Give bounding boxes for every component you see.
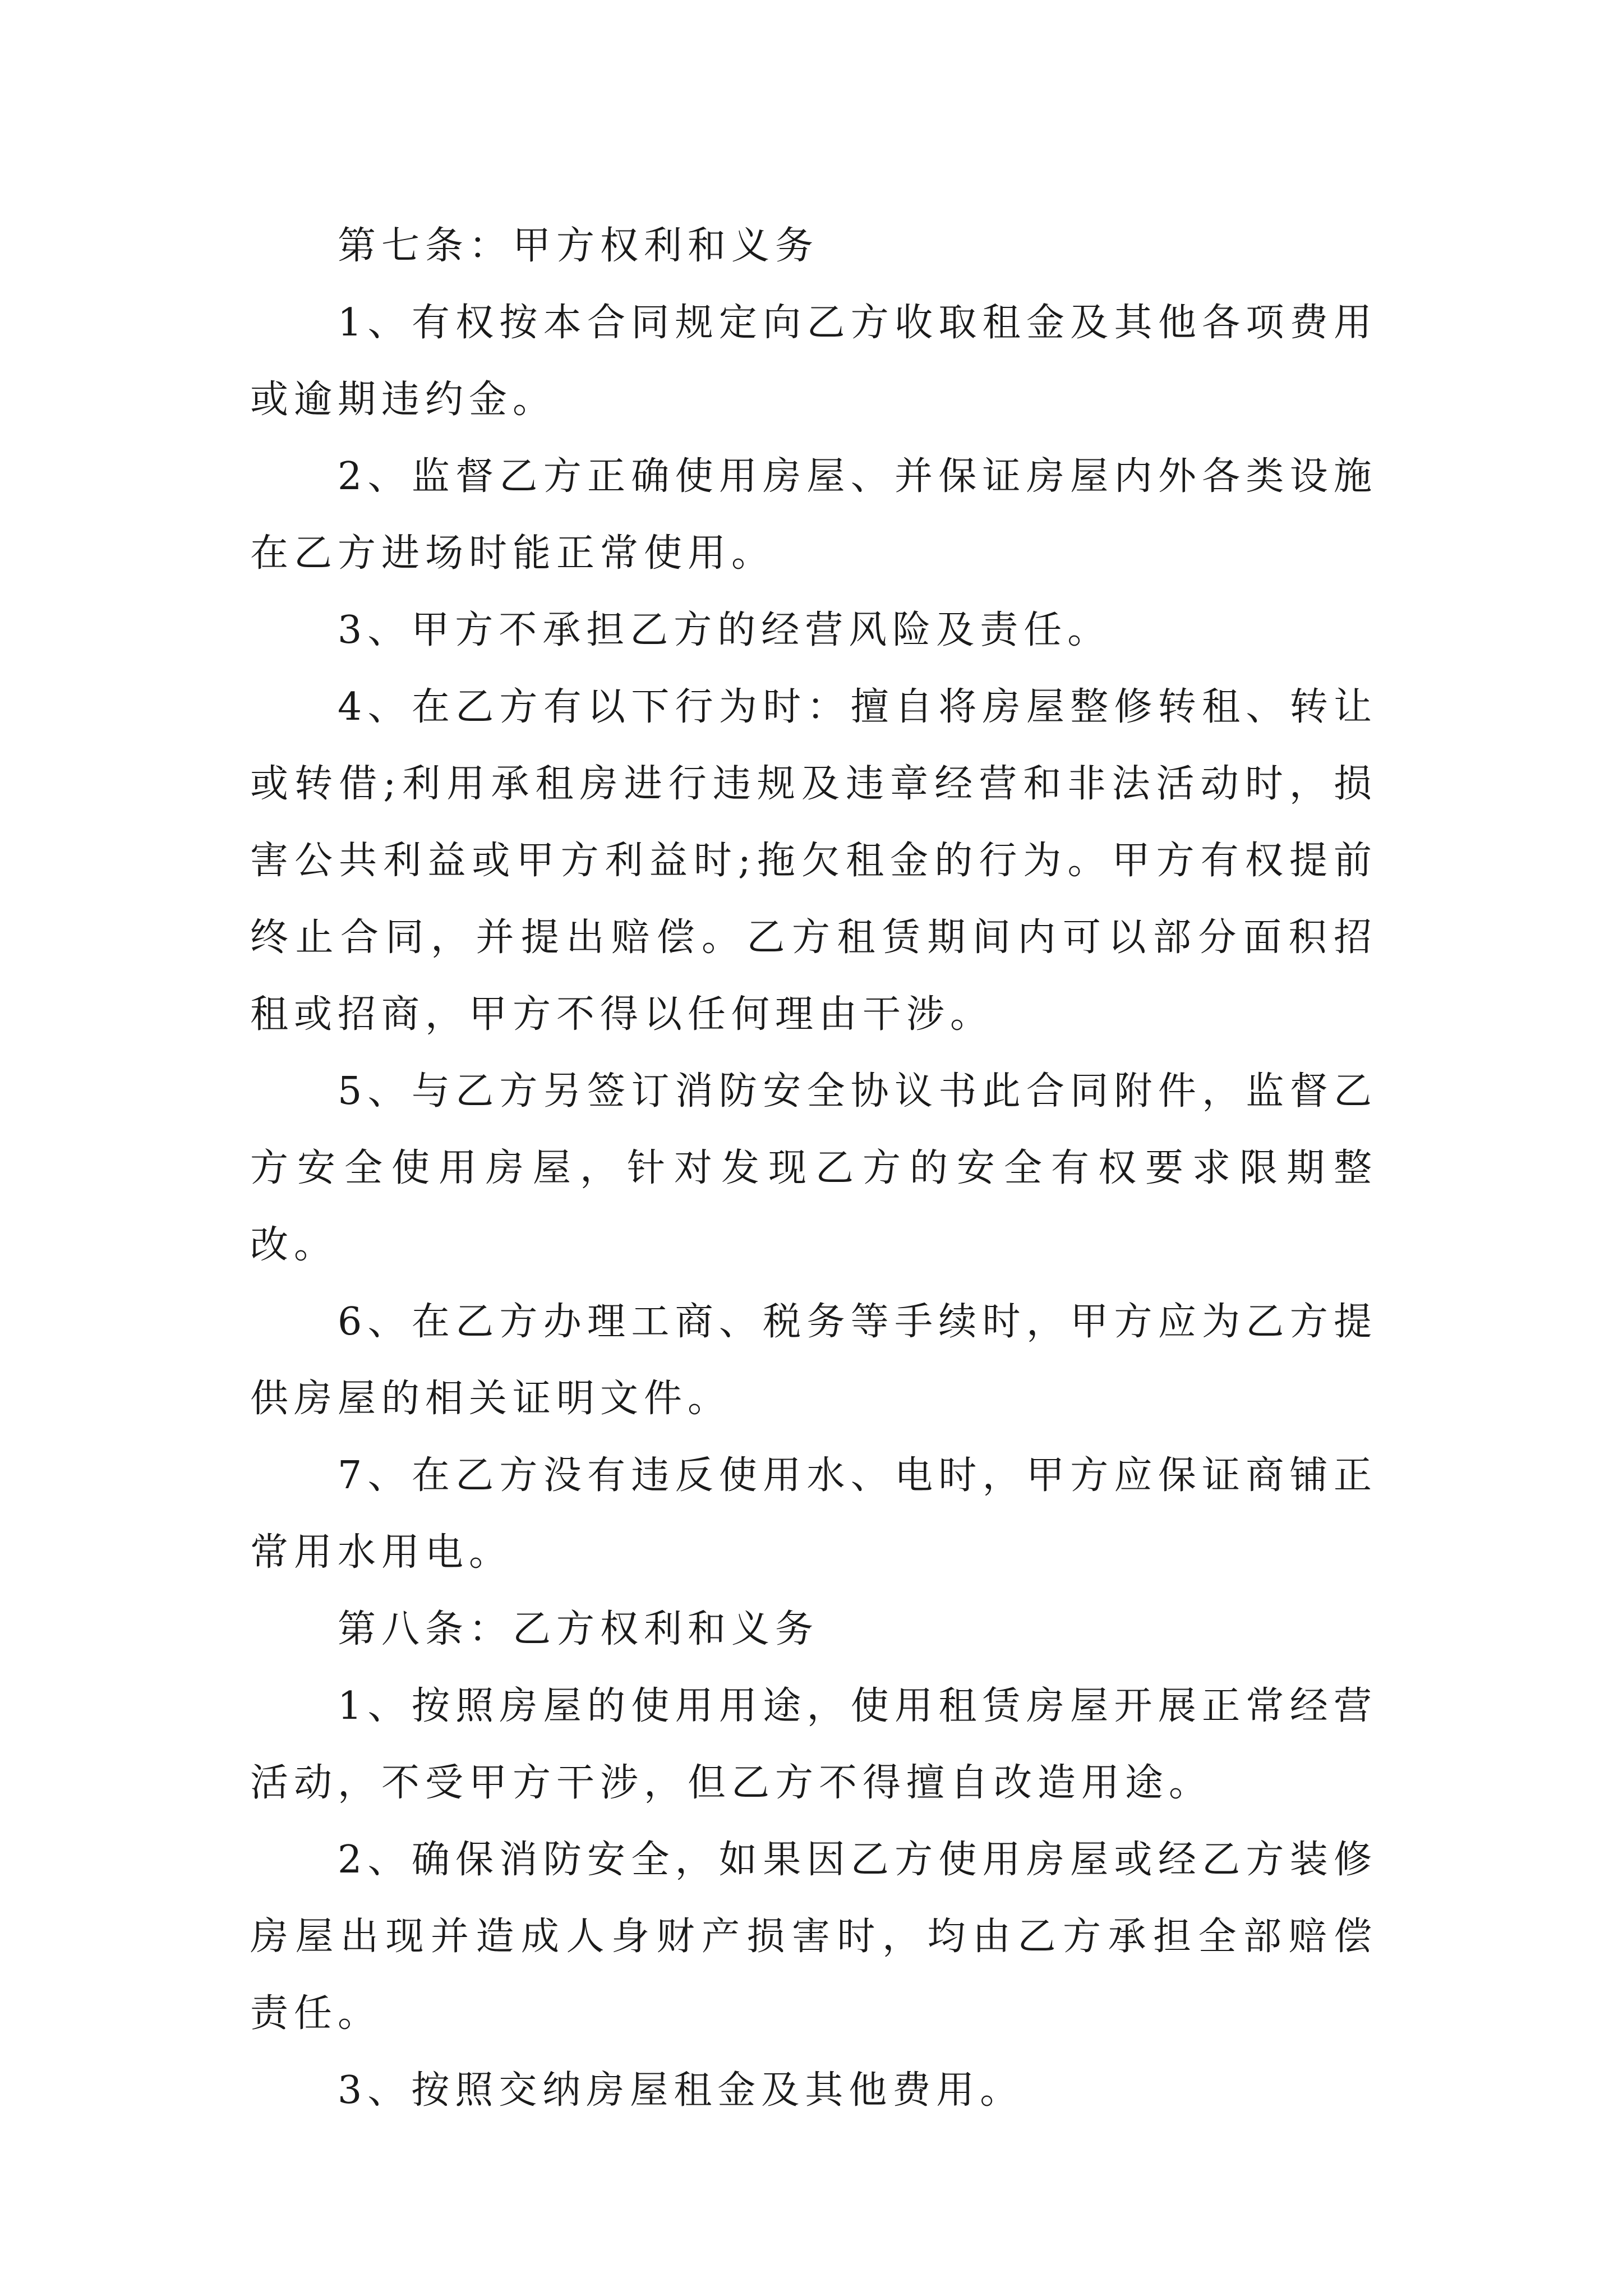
article-7-clause-5: 5、与乙方另签订消防安全协议书此合同附件，监督乙方安全使用房屋，针对发现乙方的安全有权要求限期整改。 xyxy=(250,1069,1377,1267)
article-7-clause-6: 6、在乙方办理工商、税务等手续时，甲方应为乙方提供房屋的相关证明文件。 xyxy=(250,1300,1377,1421)
article-8-clause-1: 1、按照房屋的使用用途，使用租赁房屋开展正常经营活动，不受甲方干涉，但乙方不得擅自改造用途。 xyxy=(250,1684,1377,1805)
article-8-clause-3: 3、按照交纳房屋租金及其他费用。 xyxy=(338,2068,1024,2113)
article-7-heading: 第七条：甲方权利和义务 xyxy=(338,224,819,268)
article-7-clause-2: 2、监督乙方正确使用房屋、并保证房屋内外各类设施在乙方进场时能正常使用。 xyxy=(250,454,1377,576)
article-7-clause-7: 7、在乙方没有违反使用水、电时，甲方应保证商铺正常用水用电。 xyxy=(250,1453,1377,1575)
article-7-clause-3: 3、甲方不承担乙方的经营风险及责任。 xyxy=(338,608,1112,652)
document-page xyxy=(250,208,1377,2129)
article-8-clause-2: 2、确保消防安全，如果因乙方使用房屋或经乙方装修房屋出现并造成人身财产损害时，均由乙方承担全部赔偿责任。 xyxy=(250,1838,1377,2036)
article-8-heading: 第八条：乙方权利和义务 xyxy=(338,1607,819,1651)
article-7-clause-1: 1、有权按本合同规定向乙方收取租金及其他各项费用或逾期违约金。 xyxy=(250,301,1377,422)
article-7-clause-4: 4、在乙方有以下行为时：擅自将房屋整修转租、转让或转借;利用承租房进行违规及违章经营和非法活动时，损害公共利益或甲方利益时;拖欠租金的行为。甲方有权提前终止合同，并提出赔偿。乙方租赁期间内可以部分面积招租或招商，甲方不得以任何理由干涉。 xyxy=(250,685,1377,1037)
